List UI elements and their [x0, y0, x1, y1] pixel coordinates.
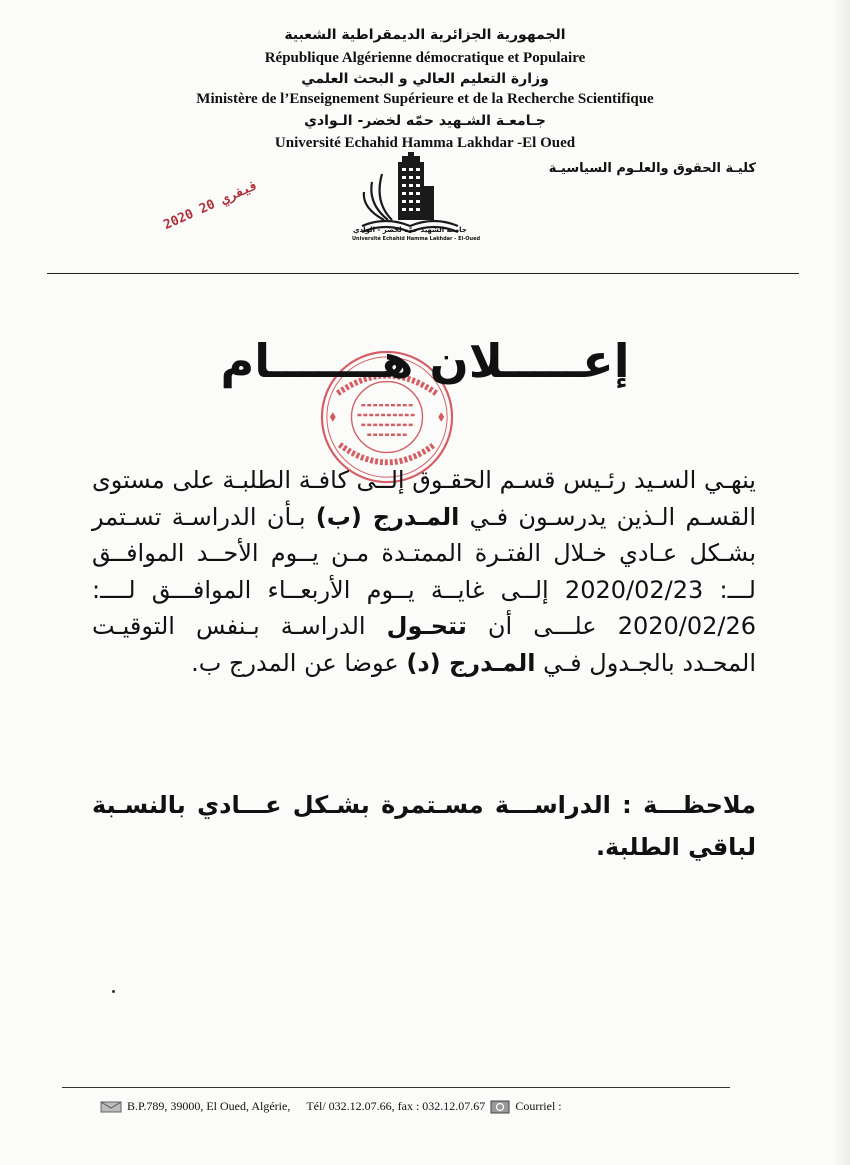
university-arabic: جـامعـة الشـهيد حمّه لخضر- الـوادي — [304, 113, 546, 129]
footer-email-label: Courriel : — [515, 1099, 562, 1113]
university-french: Université Echahid Hamma Lakhdar -El Oued — [274, 135, 576, 151]
footer-phone-fax: Tél/ 032.12.07.66, fax : 032.12.07.67 — [306, 1099, 486, 1113]
ministry-arabic: وزارة التعليم العالي و البحث العلمي — [301, 71, 549, 87]
hall-d-label: المـدرج (د) — [406, 648, 536, 677]
notice-remark: ملاحظـــة : الدراســـة مسـتمرة بشـكل عـــادي بالنسـبة لباقي الطلبة. — [92, 791, 756, 861]
republic-french: République Algérienne démocratique et Populaire — [264, 50, 586, 66]
footer-divider — [62, 1087, 730, 1088]
notice-title: إعـــــلان هـــــــام — [220, 334, 630, 388]
transfer-word: تتحـول — [386, 612, 467, 640]
notice-body — [92, 462, 756, 681]
logo-caption-french: Université Echahid Hamma Lakhdar - El-Oued — [352, 236, 481, 242]
footer-address: B.P.789, 39000, El Oued, Algérie, — [127, 1099, 291, 1113]
header-divider — [47, 273, 799, 274]
mail-icon — [100, 1101, 122, 1113]
stray-dot — [112, 990, 115, 993]
ministry-french: Ministère de l’Enseignement Supérieure et de la Recherche Scientifique — [196, 91, 654, 107]
logo-caption-arabic: جامعة الشهيد حمّه لخضر - الوادي — [353, 226, 467, 234]
body-segment: الدراسـة بـنفس التوقيـت المحـدد بالجـدول فـي — [92, 612, 756, 677]
hall-b-label: المـدرج (ب) — [315, 502, 460, 531]
body-segment: بـأن الدراسـة تسـتمر بشـكل عـادي خـلال الفتـرة الممتـدة مـن يــوم الأحــد الموافــق لـــ: 2020/02/23 إلــى غايــة يــوم الأربعــاء الموافـــق لــــ: 2020/02/26 علـــى أن — [92, 502, 757, 640]
date-stamp: 2020 فيفري 20 — [161, 177, 261, 234]
paper-edge-shadow — [832, 0, 850, 1165]
body-segment: ينهـي السـيد رئـيس قسـم الحقـوق إلــى كافـة الطلبـة على مستوى القسـم الـذين يدرسـون فـي — [92, 466, 757, 531]
footer-contact — [100, 1099, 562, 1114]
email-icon — [490, 1100, 510, 1114]
body-segment: عوضا عن المدرج ب. — [191, 648, 407, 677]
faculty-name: كليـة الحقوق والعلـوم السياسيـة — [548, 161, 756, 176]
republic-arabic: الجمهورية الجزائرية الديمقراطية الشعبية — [284, 27, 566, 43]
